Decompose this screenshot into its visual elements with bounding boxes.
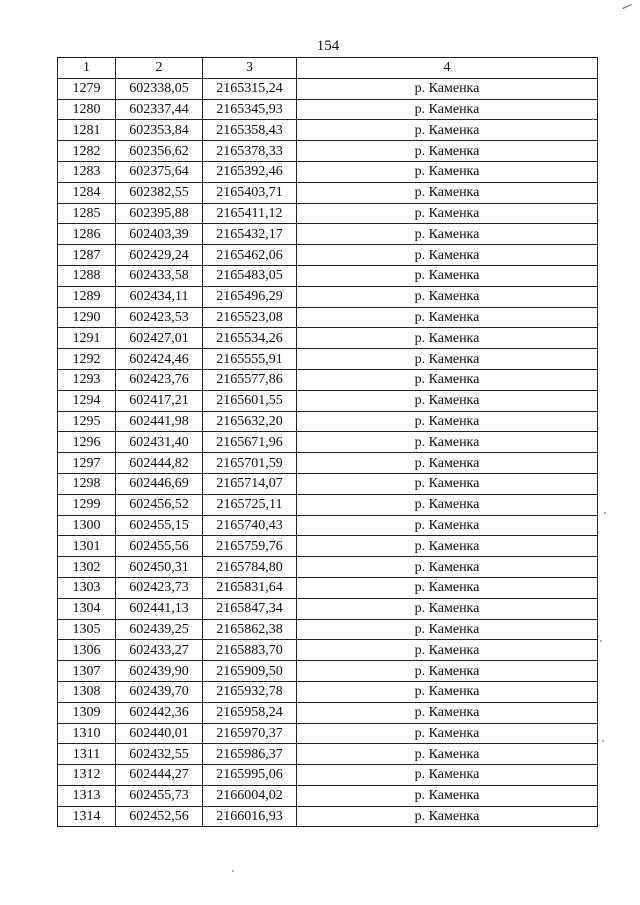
description-cell: р. Каменка — [297, 120, 598, 141]
y-coordinate-cell: 2165847,34 — [203, 598, 297, 619]
description-cell: р. Каменка — [297, 432, 598, 453]
x-coordinate-cell: 602417,21 — [116, 390, 203, 411]
description-cell: р. Каменка — [297, 453, 598, 474]
description-cell: р. Каменка — [297, 640, 598, 661]
point-number-cell: 1310 — [58, 723, 116, 744]
x-coordinate-cell: 602395,88 — [116, 203, 203, 224]
description-cell: р. Каменка — [297, 702, 598, 723]
y-coordinate-cell: 2165392,46 — [203, 161, 297, 182]
y-coordinate-cell: 2165496,29 — [203, 286, 297, 307]
scan-speck — [604, 512, 606, 514]
point-number-cell: 1279 — [58, 78, 116, 99]
table-row — [58, 265, 598, 286]
x-coordinate-cell: 602456,52 — [116, 494, 203, 515]
point-number-cell: 1296 — [58, 432, 116, 453]
table-row — [58, 557, 598, 578]
point-number-cell: 1300 — [58, 515, 116, 536]
point-number-cell: 1303 — [58, 577, 116, 598]
point-number-cell: 1285 — [58, 203, 116, 224]
table-row — [58, 411, 598, 432]
y-coordinate-cell: 2165462,06 — [203, 245, 297, 266]
description-cell: р. Каменка — [297, 390, 598, 411]
point-number-cell: 1305 — [58, 619, 116, 640]
x-coordinate-cell: 602337,44 — [116, 99, 203, 120]
y-coordinate-cell: 2165411,12 — [203, 203, 297, 224]
y-coordinate-cell: 2165345,93 — [203, 99, 297, 120]
x-coordinate-cell: 602439,70 — [116, 681, 203, 702]
x-coordinate-cell: 602431,40 — [116, 432, 203, 453]
point-number-cell: 1286 — [58, 224, 116, 245]
description-cell: р. Каменка — [297, 286, 598, 307]
point-number-cell: 1308 — [58, 681, 116, 702]
y-coordinate-cell: 2166016,93 — [203, 806, 297, 827]
description-cell: р. Каменка — [297, 182, 598, 203]
x-coordinate-cell: 602439,90 — [116, 661, 203, 682]
description-cell: р. Каменка — [297, 494, 598, 515]
table-row — [58, 661, 598, 682]
table-row — [58, 99, 598, 120]
x-coordinate-cell: 602382,55 — [116, 182, 203, 203]
y-coordinate-cell: 2165862,38 — [203, 619, 297, 640]
table-row — [58, 307, 598, 328]
description-cell: р. Каменка — [297, 245, 598, 266]
x-coordinate-cell: 602455,73 — [116, 785, 203, 806]
description-cell: р. Каменка — [297, 619, 598, 640]
description-cell: р. Каменка — [297, 598, 598, 619]
header-col-1: 1 — [58, 58, 116, 79]
x-coordinate-cell: 602441,13 — [116, 598, 203, 619]
description-cell: р. Каменка — [297, 161, 598, 182]
x-coordinate-cell: 602446,69 — [116, 473, 203, 494]
point-number-cell: 1293 — [58, 369, 116, 390]
y-coordinate-cell: 2165358,43 — [203, 120, 297, 141]
table-row — [58, 224, 598, 245]
table-row — [58, 536, 598, 557]
table-row — [58, 328, 598, 349]
y-coordinate-cell: 2165671,96 — [203, 432, 297, 453]
description-cell: р. Каменка — [297, 723, 598, 744]
table-row — [58, 619, 598, 640]
x-coordinate-cell: 602353,84 — [116, 120, 203, 141]
x-coordinate-cell: 602423,73 — [116, 577, 203, 598]
description-cell: р. Каменка — [297, 661, 598, 682]
table-row — [58, 203, 598, 224]
point-number-cell: 1314 — [58, 806, 116, 827]
description-cell: р. Каменка — [297, 307, 598, 328]
y-coordinate-cell: 2165740,43 — [203, 515, 297, 536]
table-row — [58, 515, 598, 536]
x-coordinate-cell: 602433,27 — [116, 640, 203, 661]
point-number-cell: 1287 — [58, 245, 116, 266]
table-row — [58, 640, 598, 661]
header-col-4: 4 — [297, 58, 598, 79]
x-coordinate-cell: 602427,01 — [116, 328, 203, 349]
y-coordinate-cell: 2165725,11 — [203, 494, 297, 515]
y-coordinate-cell: 2165995,06 — [203, 765, 297, 786]
y-coordinate-cell: 2165759,76 — [203, 536, 297, 557]
y-coordinate-cell: 2166004,02 — [203, 785, 297, 806]
description-cell: р. Каменка — [297, 328, 598, 349]
x-coordinate-cell: 602423,53 — [116, 307, 203, 328]
y-coordinate-cell: 2165315,24 — [203, 78, 297, 99]
point-number-cell: 1306 — [58, 640, 116, 661]
description-cell: р. Каменка — [297, 681, 598, 702]
description-cell: р. Каменка — [297, 349, 598, 370]
y-coordinate-cell: 2165403,71 — [203, 182, 297, 203]
table-row — [58, 453, 598, 474]
table-row — [58, 182, 598, 203]
table-row — [58, 473, 598, 494]
point-number-cell: 1311 — [58, 744, 116, 765]
x-coordinate-cell: 602452,56 — [116, 806, 203, 827]
table-row — [58, 765, 598, 786]
x-coordinate-cell: 602442,36 — [116, 702, 203, 723]
point-number-cell: 1304 — [58, 598, 116, 619]
description-cell: р. Каменка — [297, 557, 598, 578]
y-coordinate-cell: 2165784,80 — [203, 557, 297, 578]
coordinates-table — [57, 57, 598, 827]
table-row — [58, 577, 598, 598]
x-coordinate-cell: 602432,55 — [116, 744, 203, 765]
description-cell: р. Каменка — [297, 473, 598, 494]
x-coordinate-cell: 602375,64 — [116, 161, 203, 182]
point-number-cell: 1281 — [58, 120, 116, 141]
y-coordinate-cell: 2165932,78 — [203, 681, 297, 702]
point-number-cell: 1302 — [58, 557, 116, 578]
table-row — [58, 806, 598, 827]
scan-speck — [592, 118, 594, 120]
x-coordinate-cell: 602455,56 — [116, 536, 203, 557]
scan-speck — [602, 740, 604, 742]
y-coordinate-cell: 2165986,37 — [203, 744, 297, 765]
description-cell: р. Каменка — [297, 744, 598, 765]
description-cell: р. Каменка — [297, 536, 598, 557]
y-coordinate-cell: 2165701,59 — [203, 453, 297, 474]
y-coordinate-cell: 2165909,50 — [203, 661, 297, 682]
x-coordinate-cell: 602439,25 — [116, 619, 203, 640]
table-body — [58, 58, 598, 827]
x-coordinate-cell: 602423,76 — [116, 369, 203, 390]
x-coordinate-cell: 602403,39 — [116, 224, 203, 245]
x-coordinate-cell: 602424,46 — [116, 349, 203, 370]
table-row — [58, 78, 598, 99]
y-coordinate-cell: 2165632,20 — [203, 411, 297, 432]
table-row — [58, 245, 598, 266]
x-coordinate-cell: 602338,05 — [116, 78, 203, 99]
x-coordinate-cell: 602441,98 — [116, 411, 203, 432]
x-coordinate-cell: 602455,15 — [116, 515, 203, 536]
point-number-cell: 1292 — [58, 349, 116, 370]
y-coordinate-cell: 2165555,91 — [203, 349, 297, 370]
table-row — [58, 432, 598, 453]
point-number-cell: 1291 — [58, 328, 116, 349]
y-coordinate-cell: 2165601,55 — [203, 390, 297, 411]
table-row — [58, 702, 598, 723]
x-coordinate-cell: 602444,27 — [116, 765, 203, 786]
point-number-cell: 1312 — [58, 765, 116, 786]
y-coordinate-cell: 2165958,24 — [203, 702, 297, 723]
point-number-cell: 1309 — [58, 702, 116, 723]
y-coordinate-cell: 2165970,37 — [203, 723, 297, 744]
scan-speck — [232, 870, 234, 872]
description-cell: р. Каменка — [297, 411, 598, 432]
point-number-cell: 1307 — [58, 661, 116, 682]
table-header-row — [58, 58, 598, 79]
table-row — [58, 161, 598, 182]
x-coordinate-cell: 602434,11 — [116, 286, 203, 307]
y-coordinate-cell: 2165577,86 — [203, 369, 297, 390]
table-row — [58, 349, 598, 370]
y-coordinate-cell: 2165714,07 — [203, 473, 297, 494]
y-coordinate-cell: 2165523,08 — [203, 307, 297, 328]
description-cell: р. Каменка — [297, 99, 598, 120]
point-number-cell: 1290 — [58, 307, 116, 328]
scan-mark — [622, 4, 631, 9]
point-number-cell: 1280 — [58, 99, 116, 120]
y-coordinate-cell: 2165378,33 — [203, 141, 297, 162]
point-number-cell: 1283 — [58, 161, 116, 182]
point-number-cell: 1294 — [58, 390, 116, 411]
description-cell: р. Каменка — [297, 203, 598, 224]
description-cell: р. Каменка — [297, 785, 598, 806]
header-col-2: 2 — [116, 58, 203, 79]
description-cell: р. Каменка — [297, 806, 598, 827]
table-row — [58, 494, 598, 515]
table-row — [58, 369, 598, 390]
table-row — [58, 681, 598, 702]
point-number-cell: 1288 — [58, 265, 116, 286]
description-cell: р. Каменка — [297, 78, 598, 99]
point-number-cell: 1298 — [58, 473, 116, 494]
table-row — [58, 286, 598, 307]
y-coordinate-cell: 2165483,05 — [203, 265, 297, 286]
table-row — [58, 785, 598, 806]
header-col-3: 3 — [203, 58, 297, 79]
description-cell: р. Каменка — [297, 141, 598, 162]
table-row — [58, 390, 598, 411]
page-number: 154 — [316, 38, 340, 54]
description-cell: р. Каменка — [297, 765, 598, 786]
point-number-cell: 1289 — [58, 286, 116, 307]
table-row — [58, 141, 598, 162]
scan-speck — [600, 640, 602, 642]
description-cell: р. Каменка — [297, 577, 598, 598]
table-row — [58, 120, 598, 141]
description-cell: р. Каменка — [297, 265, 598, 286]
y-coordinate-cell: 2165831,64 — [203, 577, 297, 598]
point-number-cell: 1295 — [58, 411, 116, 432]
y-coordinate-cell: 2165883,70 — [203, 640, 297, 661]
description-cell: р. Каменка — [297, 515, 598, 536]
point-number-cell: 1297 — [58, 453, 116, 474]
x-coordinate-cell: 602444,82 — [116, 453, 203, 474]
x-coordinate-cell: 602450,31 — [116, 557, 203, 578]
point-number-cell: 1299 — [58, 494, 116, 515]
description-cell: р. Каменка — [297, 224, 598, 245]
x-coordinate-cell: 602356,62 — [116, 141, 203, 162]
x-coordinate-cell: 602440,01 — [116, 723, 203, 744]
x-coordinate-cell: 602433,58 — [116, 265, 203, 286]
y-coordinate-cell: 2165432,17 — [203, 224, 297, 245]
table-row — [58, 723, 598, 744]
table-row — [58, 598, 598, 619]
y-coordinate-cell: 2165534,26 — [203, 328, 297, 349]
point-number-cell: 1282 — [58, 141, 116, 162]
point-number-cell: 1313 — [58, 785, 116, 806]
point-number-cell: 1301 — [58, 536, 116, 557]
point-number-cell: 1284 — [58, 182, 116, 203]
table-row — [58, 744, 598, 765]
x-coordinate-cell: 602429,24 — [116, 245, 203, 266]
description-cell: р. Каменка — [297, 369, 598, 390]
